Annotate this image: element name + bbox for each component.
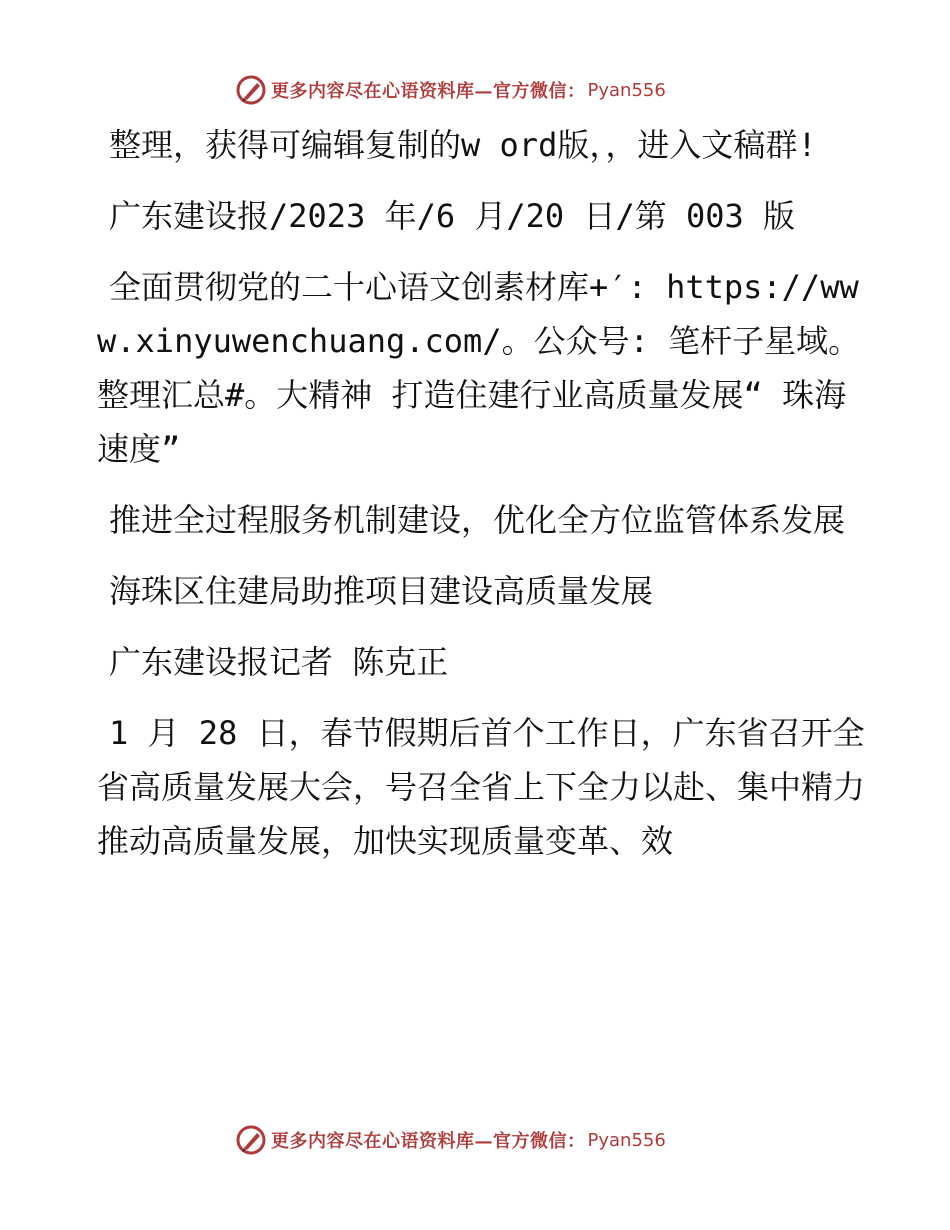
pen-logo-icon — [235, 74, 267, 106]
document-body — [97, 118, 867, 885]
body-paragraph: 1 月 28 日，春节假期后首个工作日，广东省召开全省高质量发展大会，号召全省上下全力以赴、集中精力推动高质量发展，加快实现质量变革、效 — [97, 714, 866, 860]
article-subheadline: 推进全过程服务机制建设，优化全方位监管体系发展 — [109, 501, 846, 539]
byline: 广东建设报记者 陈克正 — [109, 643, 449, 681]
header-promo-text: 更多内容尽在心语资料库—官方微信： — [271, 81, 586, 102]
source-line: 广东建设报/2023 年/6 月/20 日/第 003 版 — [109, 197, 796, 235]
pen-logo-icon — [235, 1124, 267, 1156]
footer-promo-text: 更多内容尽在心语资料库—官方微信： — [271, 1131, 586, 1152]
section-title: 海珠区住建局助推项目建设高质量发展 — [109, 572, 654, 610]
header-banner — [235, 73, 666, 107]
footer-banner — [235, 1123, 666, 1157]
header-wechat-id: Pyan556 — [587, 79, 666, 101]
article-headline: 全面贯彻党的二十心语文创素材库+′: https://www.xinyuwenchuang.com/。公众号: 笔杆子星域。整理汇总#。大精神 打造住建行业高质量发展“ 珠海速度” — [97, 268, 861, 468]
intro-paragraph: 整理，获得可编辑复制的w ord版，，进入文稿群! — [109, 126, 817, 164]
footer-wechat-id: Pyan556 — [587, 1129, 666, 1151]
